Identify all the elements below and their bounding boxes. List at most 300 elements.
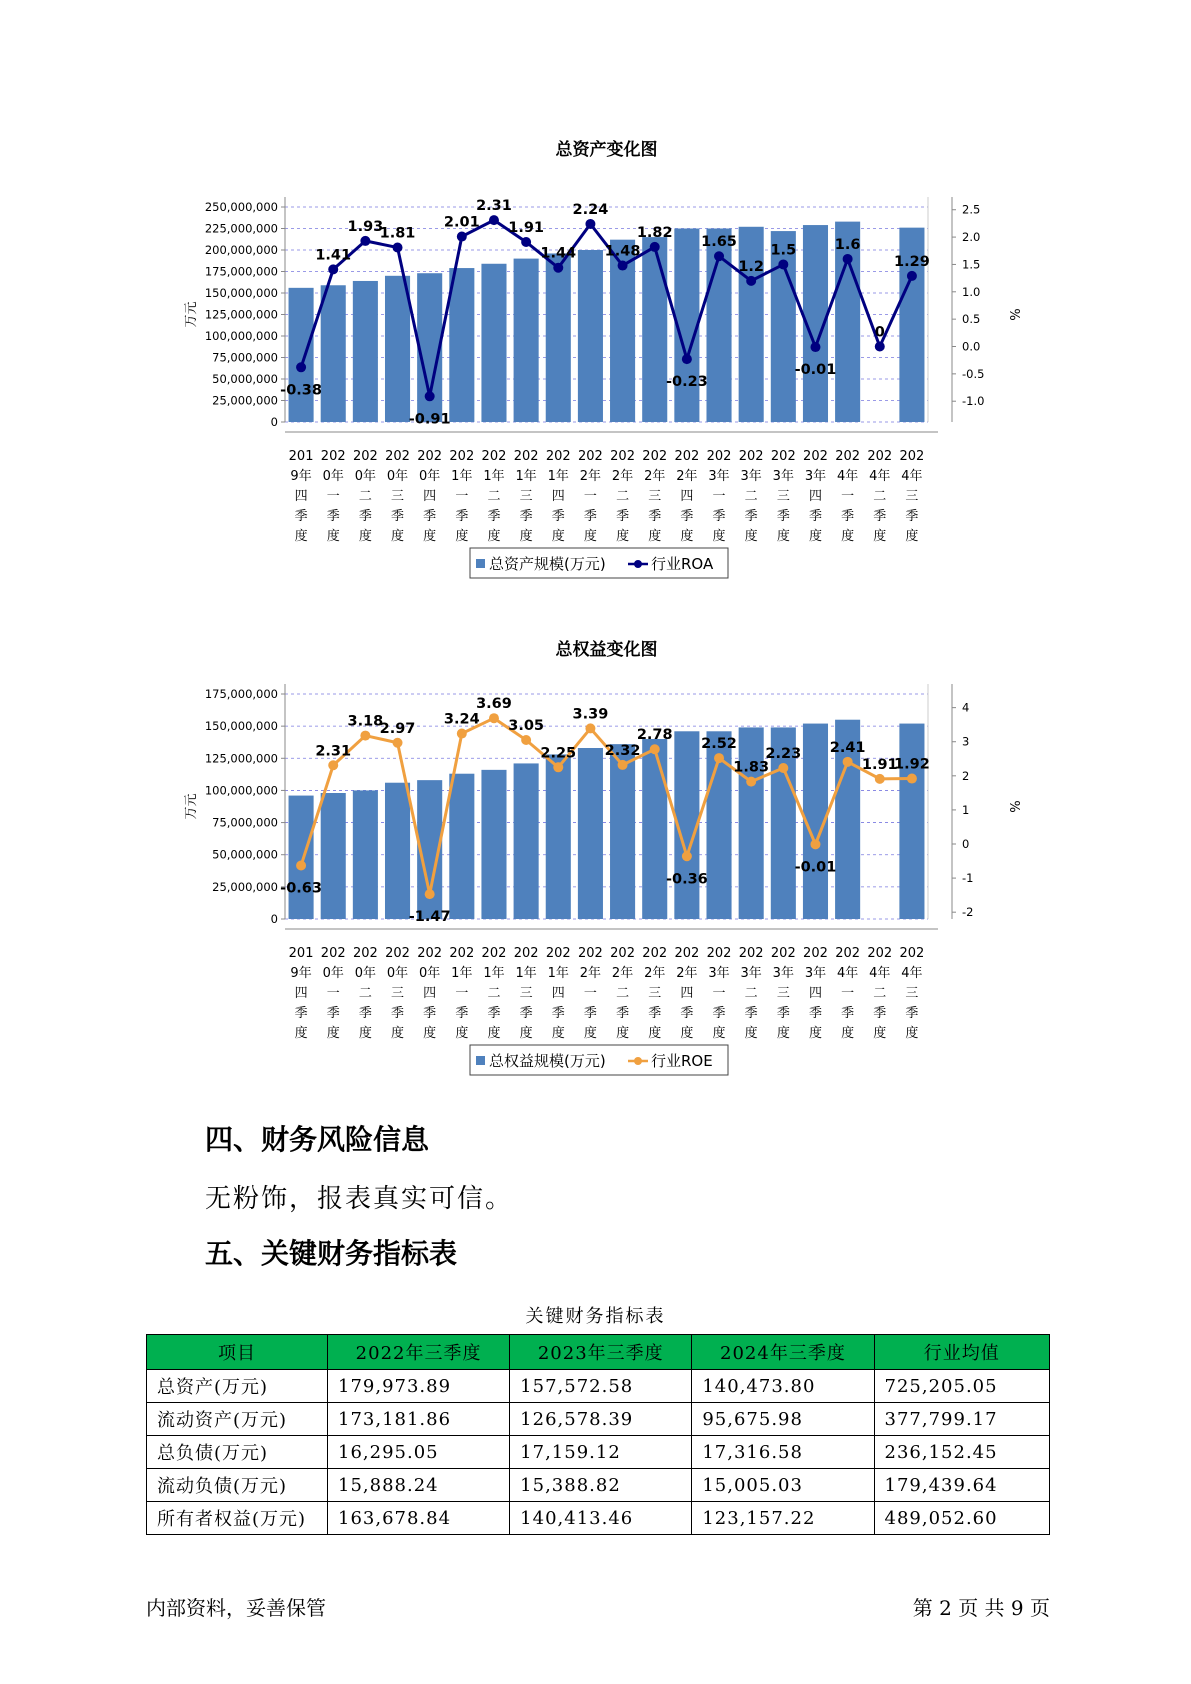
x-tick-label: 0年 bbox=[322, 966, 344, 981]
total-equity-chart bbox=[0, 630, 1191, 1100]
x-tick-label: 1年 bbox=[483, 469, 505, 484]
line-point bbox=[682, 851, 692, 861]
bar bbox=[546, 253, 571, 422]
x-tick-label: 二 bbox=[487, 489, 501, 504]
x-tick-label: 2年 bbox=[579, 469, 602, 484]
bar bbox=[353, 790, 378, 919]
x-tick-label: 0年 bbox=[419, 966, 441, 981]
x-tick-label: 三 bbox=[648, 986, 662, 1001]
x-tick-label: 202 bbox=[481, 946, 507, 961]
table-cell: 157,572.58 bbox=[510, 1370, 692, 1403]
x-tick-label: 202 bbox=[513, 449, 539, 464]
x-tick-label: 季 bbox=[391, 509, 405, 524]
x-tick-label: 度 bbox=[423, 529, 437, 544]
data-label: 2.97 bbox=[379, 720, 416, 737]
table-header-cell: 2023年三季度 bbox=[510, 1335, 692, 1370]
table-row bbox=[147, 1502, 1050, 1535]
line-point bbox=[425, 889, 435, 899]
line-point bbox=[810, 839, 820, 849]
bar bbox=[739, 227, 764, 422]
data-label: 2.31 bbox=[476, 198, 512, 215]
y-tick-label: 125,000,000 bbox=[204, 751, 278, 766]
table-cell: 163,678.84 bbox=[328, 1502, 510, 1535]
bar bbox=[385, 783, 410, 919]
x-tick-label: 季 bbox=[551, 1006, 565, 1021]
footer-left: 内部资料，妥善保管 bbox=[146, 1596, 326, 1620]
x-tick-label: 202 bbox=[610, 449, 635, 464]
bar bbox=[321, 793, 346, 919]
data-label: 1.65 bbox=[701, 234, 737, 251]
table-row bbox=[147, 1469, 1050, 1502]
x-tick-label: 度 bbox=[551, 529, 565, 544]
data-label: -1.47 bbox=[408, 909, 451, 926]
bar bbox=[481, 770, 506, 919]
x-tick-label: 3年 bbox=[772, 469, 794, 484]
x-tick-label: 202 bbox=[770, 449, 796, 464]
data-label: 3.18 bbox=[347, 713, 384, 730]
table-cell: 流动负债(万元) bbox=[147, 1469, 328, 1502]
table-cell: 15,005.03 bbox=[692, 1469, 874, 1502]
y-tick-label: 150,000,000 bbox=[204, 719, 278, 734]
x-tick-label: 度 bbox=[648, 1026, 662, 1041]
page-number: 第 2 页 共 9 页 bbox=[912, 1596, 1050, 1620]
line-point bbox=[360, 731, 370, 741]
x-tick-label: 度 bbox=[744, 1026, 758, 1041]
line-point bbox=[457, 232, 467, 242]
data-label: -0.91 bbox=[408, 411, 451, 428]
x-tick-label: 202 bbox=[545, 946, 571, 961]
x-tick-label: 季 bbox=[808, 509, 822, 524]
x-tick-label: 202 bbox=[320, 946, 346, 961]
x-tick-label: 度 bbox=[551, 1026, 565, 1041]
table-row bbox=[147, 1403, 1050, 1436]
bar bbox=[546, 754, 571, 919]
x-tick-label: 度 bbox=[583, 529, 597, 544]
table-cell: 17,316.58 bbox=[692, 1436, 874, 1469]
legend-bar-label: 总权益规模(万元) bbox=[489, 1052, 606, 1070]
x-tick-label: 季 bbox=[519, 509, 533, 524]
x-tick-label: 4年 bbox=[869, 469, 891, 484]
data-label: 2.41 bbox=[829, 739, 866, 756]
x-tick-label: 二 bbox=[873, 986, 887, 1001]
y2-tick-label: 1.0 bbox=[962, 284, 981, 299]
x-tick-label: 202 bbox=[513, 946, 539, 961]
x-tick-label: 1年 bbox=[515, 966, 537, 981]
y-tick-label: 25,000,000 bbox=[212, 393, 278, 408]
x-tick-label: 季 bbox=[905, 1006, 919, 1021]
line-point bbox=[746, 777, 756, 787]
chart-title: 总权益变化图 bbox=[555, 640, 658, 660]
x-tick-label: 度 bbox=[455, 529, 469, 544]
x-tick-label: 季 bbox=[648, 1006, 662, 1021]
data-label: 1.91 bbox=[861, 756, 898, 773]
x-tick-label: 1年 bbox=[451, 966, 473, 981]
x-tick-label: 度 bbox=[294, 1026, 308, 1041]
x-tick-label: 二 bbox=[616, 489, 630, 504]
x-tick-label: 一 bbox=[712, 986, 726, 1001]
x-tick-label: 2年 bbox=[579, 966, 602, 981]
x-tick-label: 度 bbox=[358, 1026, 372, 1041]
legend-line-marker bbox=[634, 560, 642, 568]
data-label: 1.41 bbox=[315, 247, 352, 264]
x-tick-label: 季 bbox=[776, 1006, 790, 1021]
table-header-cell: 2024年三季度 bbox=[692, 1335, 874, 1370]
x-tick-label: 202 bbox=[385, 449, 410, 464]
table-row bbox=[147, 1436, 1050, 1469]
legend-bar-label: 总资产规模(万元) bbox=[489, 555, 606, 573]
x-tick-label: 一 bbox=[455, 986, 469, 1001]
x-tick-label: 度 bbox=[455, 1026, 469, 1041]
x-tick-label: 0年 bbox=[354, 966, 377, 981]
x-tick-label: 二 bbox=[744, 986, 758, 1001]
x-tick-label: 度 bbox=[519, 529, 533, 544]
x-tick-label: 4年 bbox=[836, 469, 859, 484]
table-cell: 95,675.98 bbox=[692, 1403, 874, 1436]
x-tick-label: 0年 bbox=[419, 469, 441, 484]
table-cell: 140,413.46 bbox=[510, 1502, 692, 1535]
x-tick-label: 四 bbox=[551, 986, 565, 1001]
x-tick-label: 3年 bbox=[708, 469, 730, 484]
x-tick-label: 度 bbox=[326, 529, 340, 544]
x-tick-label: 季 bbox=[583, 1006, 597, 1021]
x-tick-label: 202 bbox=[578, 946, 603, 961]
x-tick-label: 2年 bbox=[611, 966, 634, 981]
data-label: 2.25 bbox=[540, 745, 577, 762]
x-tick-label: 0年 bbox=[354, 469, 377, 484]
x-tick-label: 三 bbox=[905, 986, 919, 1001]
line-point bbox=[585, 723, 595, 733]
x-tick-label: 季 bbox=[326, 1006, 340, 1021]
x-tick-label: 四 bbox=[551, 489, 565, 504]
y2-tick-label: 2.0 bbox=[962, 230, 981, 245]
x-tick-label: 度 bbox=[776, 529, 790, 544]
line-point bbox=[682, 354, 692, 364]
x-tick-label: 202 bbox=[610, 946, 635, 961]
y2-tick-label: 2.5 bbox=[962, 202, 981, 217]
x-tick-label: 202 bbox=[835, 946, 861, 961]
table-caption: 关键财务指标表 bbox=[525, 1306, 666, 1327]
x-tick-label: 202 bbox=[899, 946, 925, 961]
x-tick-label: 度 bbox=[423, 1026, 437, 1041]
x-tick-label: 202 bbox=[352, 449, 378, 464]
y-tick-label: 175,000,000 bbox=[204, 264, 278, 279]
y-tick-label: 175,000,000 bbox=[204, 687, 278, 701]
table-cell: 179,973.89 bbox=[328, 1370, 510, 1403]
y-tick-label: 150,000,000 bbox=[204, 286, 278, 300]
x-tick-label: 度 bbox=[744, 529, 758, 544]
x-tick-label: 202 bbox=[835, 449, 861, 464]
x-tick-label: 三 bbox=[519, 489, 533, 504]
y2-tick-label: -0.5 bbox=[962, 366, 985, 381]
x-tick-label: 0年 bbox=[386, 469, 409, 484]
data-label: -0.23 bbox=[665, 374, 708, 391]
y2-tick-label: -2 bbox=[962, 905, 974, 920]
x-tick-label: 201 bbox=[288, 946, 314, 961]
table-cell: 489,052.60 bbox=[874, 1502, 1049, 1535]
x-tick-label: 202 bbox=[803, 946, 828, 961]
key-indicators-heading: 五、关键财务指标表 bbox=[205, 1237, 458, 1270]
table-cell: 377,799.17 bbox=[874, 1403, 1049, 1436]
x-tick-label: 1年 bbox=[483, 966, 505, 981]
x-tick-label: 度 bbox=[808, 1026, 822, 1041]
table-row bbox=[147, 1370, 1050, 1403]
total-assets-chart bbox=[0, 130, 1191, 600]
y2-axis-title: % bbox=[1006, 308, 1021, 321]
x-tick-label: 3年 bbox=[740, 966, 762, 981]
line-point bbox=[714, 251, 724, 261]
x-tick-label: 季 bbox=[744, 1006, 758, 1021]
x-tick-label: 一 bbox=[326, 986, 340, 1001]
x-tick-label: 202 bbox=[867, 946, 893, 961]
x-tick-label: 1年 bbox=[547, 469, 569, 484]
line-point bbox=[778, 259, 788, 269]
line-point bbox=[360, 236, 370, 246]
table-cell: 140,473.80 bbox=[692, 1370, 874, 1403]
data-label: -0.36 bbox=[665, 871, 708, 888]
x-tick-label: 202 bbox=[706, 449, 732, 464]
x-tick-label: 度 bbox=[583, 1026, 597, 1041]
bar bbox=[514, 259, 539, 422]
x-tick-label: 三 bbox=[776, 489, 790, 504]
x-tick-label: 季 bbox=[391, 1006, 405, 1021]
x-tick-label: 二 bbox=[616, 986, 630, 1001]
line-point bbox=[425, 391, 435, 401]
x-tick-label: 度 bbox=[326, 1026, 340, 1041]
x-tick-label: 二 bbox=[744, 489, 758, 504]
x-tick-label: 度 bbox=[873, 1026, 887, 1041]
x-tick-label: 度 bbox=[519, 1026, 533, 1041]
x-tick-label: 三 bbox=[391, 489, 405, 504]
x-tick-label: 季 bbox=[712, 1006, 726, 1021]
line-point bbox=[907, 271, 917, 281]
bar bbox=[578, 250, 603, 422]
x-tick-label: 3年 bbox=[740, 469, 762, 484]
data-label: 3.05 bbox=[508, 718, 545, 735]
data-label: 1.2 bbox=[738, 258, 765, 275]
x-tick-label: 0年 bbox=[322, 469, 344, 484]
x-tick-label: 度 bbox=[905, 529, 919, 544]
data-label: 3.39 bbox=[572, 706, 609, 723]
x-tick-label: 度 bbox=[680, 1026, 694, 1041]
y-tick-label: 250,000,000 bbox=[204, 200, 278, 214]
data-label: 1.6 bbox=[834, 236, 861, 253]
x-tick-label: 季 bbox=[841, 1006, 855, 1021]
x-tick-label: 季 bbox=[487, 1006, 501, 1021]
x-tick-label: 202 bbox=[738, 449, 764, 464]
risk-text: 无粉饰，报表真实可信。 bbox=[205, 1184, 514, 1214]
x-tick-label: 季 bbox=[423, 1006, 437, 1021]
bar bbox=[514, 763, 539, 919]
y-tick-label: 100,000,000 bbox=[204, 329, 278, 343]
x-tick-label: 202 bbox=[899, 449, 925, 464]
line-point bbox=[843, 757, 853, 767]
x-tick-label: 202 bbox=[738, 946, 764, 961]
x-tick-label: 四 bbox=[423, 489, 437, 504]
table-cell: 总负债(万元) bbox=[147, 1436, 328, 1469]
key-indicators-table bbox=[146, 1334, 1050, 1535]
x-tick-label: 度 bbox=[808, 529, 822, 544]
x-tick-label: 季 bbox=[294, 1006, 308, 1021]
y2-tick-label: 1 bbox=[962, 802, 970, 817]
line-point bbox=[875, 774, 885, 784]
data-label: 2.31 bbox=[315, 743, 352, 760]
data-label: -0.01 bbox=[794, 362, 837, 379]
x-tick-label: 季 bbox=[616, 1006, 630, 1021]
data-label: 2.23 bbox=[765, 745, 802, 762]
x-tick-label: 202 bbox=[674, 449, 700, 464]
line-point bbox=[296, 362, 306, 372]
x-tick-label: 202 bbox=[352, 946, 378, 961]
table-cell: 所有者权益(万元) bbox=[147, 1502, 328, 1535]
data-label: 2.78 bbox=[636, 727, 673, 744]
x-tick-label: 季 bbox=[294, 509, 308, 524]
line-point bbox=[585, 219, 595, 229]
data-label: 1.93 bbox=[347, 218, 384, 235]
x-tick-label: 三 bbox=[648, 489, 662, 504]
x-tick-label: 202 bbox=[674, 946, 700, 961]
x-tick-label: 202 bbox=[481, 449, 507, 464]
x-tick-label: 度 bbox=[905, 1026, 919, 1041]
data-label: 1.48 bbox=[604, 243, 641, 260]
bar bbox=[739, 727, 764, 919]
x-tick-label: 四 bbox=[294, 489, 308, 504]
y-tick-label: 50,000,000 bbox=[212, 847, 278, 862]
bar bbox=[578, 748, 603, 919]
bar bbox=[449, 774, 474, 919]
y-tick-label: 100,000,000 bbox=[204, 783, 278, 798]
x-tick-label: 季 bbox=[326, 509, 340, 524]
x-tick-label: 202 bbox=[642, 449, 668, 464]
line-point bbox=[393, 242, 403, 252]
x-tick-label: 3年 bbox=[772, 966, 794, 981]
y2-tick-label: 0.0 bbox=[962, 339, 981, 354]
x-tick-label: 季 bbox=[583, 509, 597, 524]
x-tick-label: 季 bbox=[873, 1006, 887, 1021]
y-tick-label: 225,000,000 bbox=[204, 221, 278, 236]
y-axis-title: 万元 bbox=[184, 793, 199, 820]
x-tick-label: 一 bbox=[583, 489, 597, 504]
data-label: 3.24 bbox=[443, 711, 480, 728]
y2-tick-label: -1 bbox=[962, 871, 974, 886]
line-point bbox=[746, 276, 756, 286]
y2-tick-label: 1.5 bbox=[962, 257, 981, 272]
x-tick-label: 四 bbox=[423, 986, 437, 1001]
x-tick-label: 0年 bbox=[386, 966, 409, 981]
bar bbox=[321, 285, 346, 422]
x-tick-label: 度 bbox=[776, 1026, 790, 1041]
table-cell: 17,159.12 bbox=[510, 1436, 692, 1469]
x-tick-label: 一 bbox=[455, 489, 469, 504]
line-point bbox=[489, 713, 499, 723]
table-cell: 15,388.82 bbox=[510, 1469, 692, 1502]
data-label: 2.32 bbox=[604, 742, 641, 759]
line-point bbox=[650, 744, 660, 754]
x-tick-label: 四 bbox=[294, 986, 308, 1001]
x-tick-label: 度 bbox=[873, 529, 887, 544]
x-tick-label: 度 bbox=[616, 1026, 630, 1041]
x-tick-label: 202 bbox=[803, 449, 828, 464]
x-tick-label: 季 bbox=[744, 509, 758, 524]
x-tick-label: 季 bbox=[841, 509, 855, 524]
x-tick-label: 度 bbox=[648, 529, 662, 544]
x-tick-label: 度 bbox=[616, 529, 630, 544]
x-tick-label: 1年 bbox=[451, 469, 473, 484]
x-tick-label: 二 bbox=[873, 489, 887, 504]
x-tick-label: 季 bbox=[487, 509, 501, 524]
table-cell: 725,205.05 bbox=[874, 1370, 1049, 1403]
x-tick-label: 一 bbox=[841, 986, 855, 1001]
x-tick-label: 三 bbox=[391, 986, 405, 1001]
x-tick-label: 四 bbox=[808, 986, 822, 1001]
x-tick-label: 4年 bbox=[836, 966, 859, 981]
bar bbox=[353, 281, 378, 422]
x-tick-label: 3年 bbox=[804, 966, 827, 981]
x-tick-label: 三 bbox=[776, 986, 790, 1001]
x-tick-label: 四 bbox=[680, 489, 694, 504]
risk-heading: 四、财务风险信息 bbox=[205, 1123, 430, 1156]
total-assets-chart-svg bbox=[0, 130, 1191, 600]
line-point bbox=[843, 254, 853, 264]
x-tick-label: 度 bbox=[841, 1026, 855, 1041]
x-tick-label: 202 bbox=[385, 946, 410, 961]
data-label: 1.29 bbox=[894, 253, 930, 270]
table-header-row bbox=[147, 1335, 1050, 1370]
x-tick-label: 202 bbox=[449, 946, 475, 961]
x-tick-label: 4年 bbox=[869, 966, 891, 981]
line-point bbox=[521, 735, 531, 745]
table-header-cell: 2022年三季度 bbox=[328, 1335, 510, 1370]
bar bbox=[449, 268, 474, 422]
data-label: 2.01 bbox=[443, 214, 480, 231]
y2-tick-label: 2 bbox=[962, 768, 970, 783]
y-tick-label: 200,000,000 bbox=[204, 243, 278, 257]
x-tick-label: 2年 bbox=[676, 469, 698, 484]
x-tick-label: 2年 bbox=[611, 469, 634, 484]
y2-axis-title: % bbox=[1006, 800, 1021, 813]
data-label: -0.38 bbox=[280, 382, 322, 399]
x-tick-label: 季 bbox=[648, 509, 662, 524]
x-tick-label: 季 bbox=[905, 509, 919, 524]
x-tick-label: 季 bbox=[519, 1006, 533, 1021]
x-tick-label: 202 bbox=[578, 449, 603, 464]
bar bbox=[289, 796, 314, 919]
x-tick-label: 季 bbox=[423, 509, 437, 524]
x-tick-label: 度 bbox=[841, 529, 855, 544]
x-tick-label: 四 bbox=[808, 489, 822, 504]
x-tick-label: 季 bbox=[455, 1006, 469, 1021]
line-point bbox=[650, 242, 660, 252]
x-tick-label: 季 bbox=[616, 509, 630, 524]
table-cell: 15,888.24 bbox=[328, 1469, 510, 1502]
x-tick-label: 202 bbox=[417, 946, 443, 961]
line-point bbox=[521, 237, 531, 247]
x-tick-label: 1年 bbox=[515, 469, 537, 484]
x-tick-label: 一 bbox=[712, 489, 726, 504]
y2-tick-label: -1.0 bbox=[962, 394, 985, 409]
chart-title: 总资产变化图 bbox=[555, 140, 658, 160]
table-cell: 123,157.22 bbox=[692, 1502, 874, 1535]
x-tick-label: 度 bbox=[712, 529, 726, 544]
x-tick-label: 季 bbox=[808, 1006, 822, 1021]
data-label: 1.92 bbox=[894, 756, 930, 773]
data-label: 1.44 bbox=[540, 245, 577, 262]
legend-line-marker bbox=[634, 1057, 642, 1065]
x-tick-label: 202 bbox=[706, 946, 732, 961]
x-tick-label: 3年 bbox=[804, 469, 827, 484]
line-point bbox=[296, 860, 306, 870]
line-point bbox=[328, 264, 338, 274]
y-tick-label: 50,000,000 bbox=[212, 372, 278, 386]
